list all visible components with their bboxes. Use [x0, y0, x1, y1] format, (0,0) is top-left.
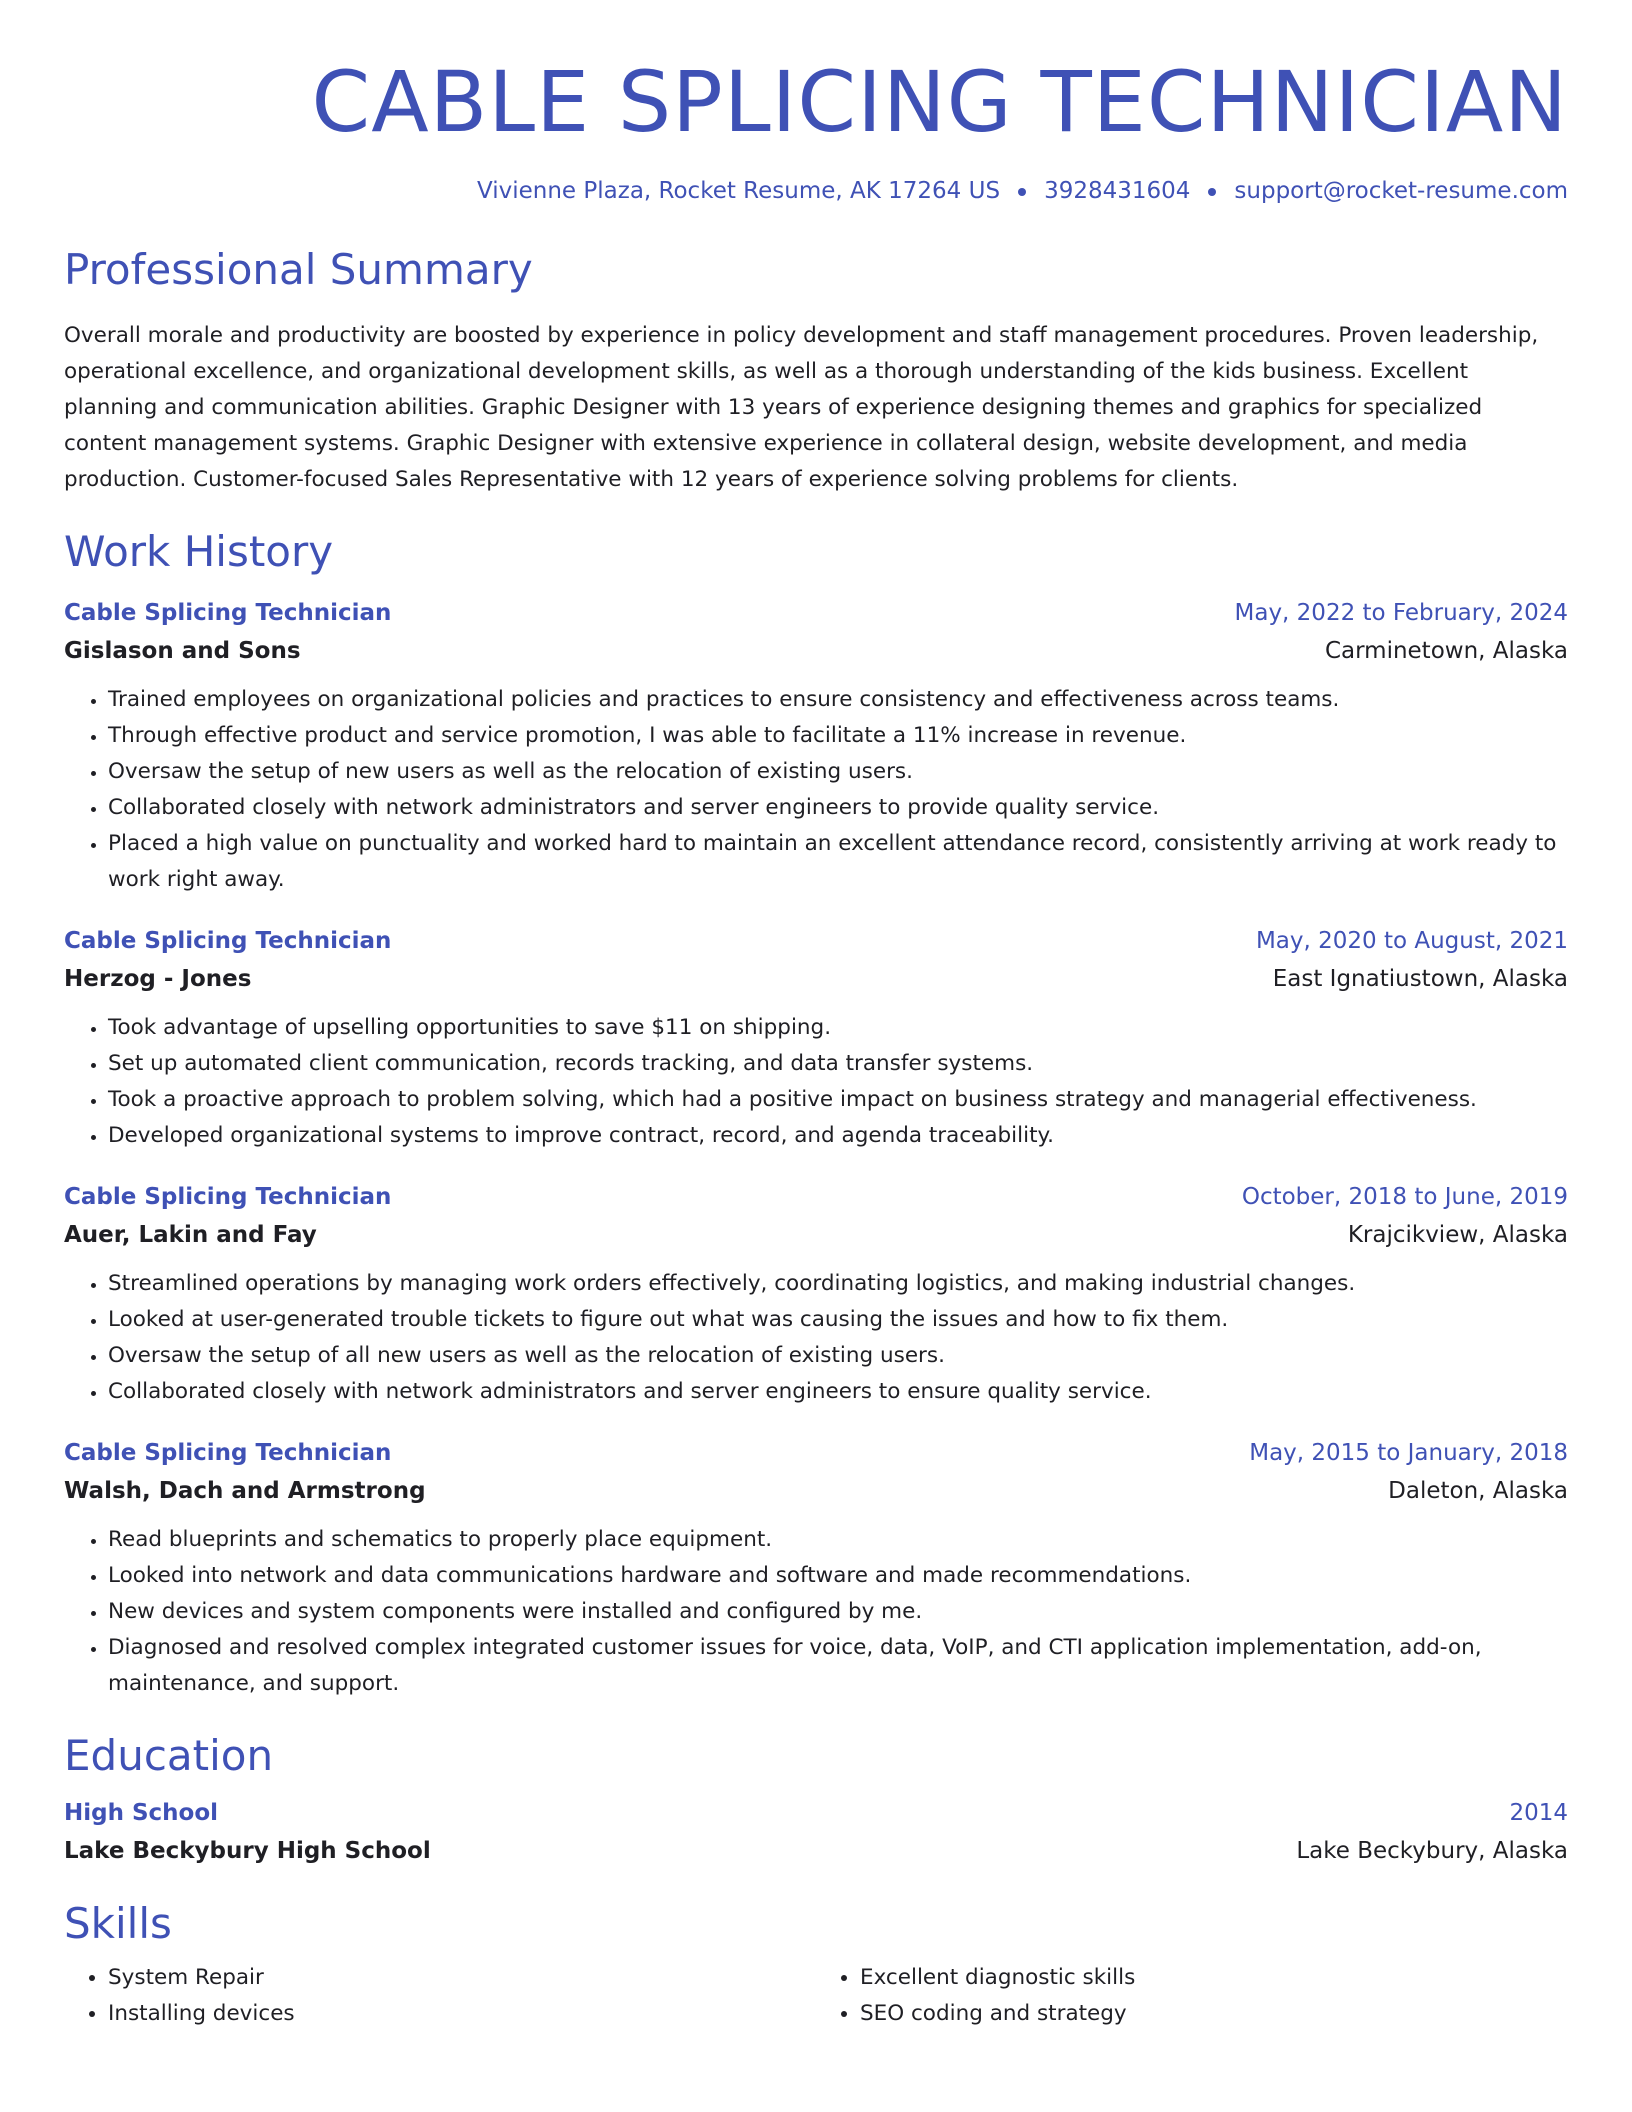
job-dates: May, 2020 to August, 2021	[1255, 928, 1568, 954]
list-item: • Read blueprints and schematics to properly place equipment.	[108, 1522, 1568, 1558]
skills-column-right	[816, 1960, 1568, 2032]
list-item: • Developed organizational systems to improve contract, record, and agenda traceability.	[108, 1118, 1568, 1154]
list-item: • Collaborated closely with network administrators and server engineers to ensure quality service.	[108, 1374, 1568, 1410]
education-degree: High School	[64, 1800, 219, 1826]
job-company: Walsh, Dach and Armstrong	[64, 1478, 426, 1504]
skills-column-left	[64, 1960, 816, 2032]
job-entry	[64, 1434, 1568, 1702]
list-item: • Through effective product and service promotion, I was able to facilitate a 11% increase in revenue.	[108, 718, 1568, 754]
job-title: Cable Splicing Technician	[64, 928, 392, 954]
skill-item: • System Repair	[108, 1960, 816, 1996]
job-title: Cable Splicing Technician	[64, 600, 392, 626]
job-company: Auer, Lakin and Fay	[64, 1222, 317, 1248]
education-heading: Education	[64, 1731, 274, 1780]
skill-item: • Excellent diagnostic skills	[860, 1960, 1568, 1996]
education-location: Lake Beckybury, Alaska	[1296, 1838, 1568, 1864]
list-item: • Set up automated client communication, records tracking, and data transfer systems.	[108, 1046, 1568, 1082]
bullet-separator-icon	[1208, 188, 1216, 196]
job-dates: October, 2018 to June, 2019	[1241, 1184, 1568, 1210]
job-location: Carminetown, Alaska	[1324, 638, 1568, 664]
bullet-separator-icon	[1018, 188, 1026, 196]
job-location: Daleton, Alaska	[1388, 1478, 1568, 1504]
skill-item: • SEO coding and strategy	[860, 1996, 1568, 2032]
contact-phone: 3928431604	[1044, 178, 1191, 204]
job-dates: May, 2015 to January, 2018	[1249, 1440, 1568, 1466]
contact-address: Vivienne Plaza, Rocket Resume, AK 17264 US	[477, 178, 1001, 204]
job-bullets	[64, 682, 1568, 898]
job-company: Gislason and Sons	[64, 638, 301, 664]
job-title: Cable Splicing Technician	[64, 1440, 392, 1466]
job-entry	[64, 594, 1568, 898]
resume-header	[64, 0, 1568, 208]
summary-text: Overall morale and productivity are boosted by experience in policy development and staff management procedures. Proven leadership, operational excellence, and organizational development skills, as well as a thorough understanding of the kids business. Excellent planning and communication abilities. Graphic Designer with 13 years of experience designing themes and graphics for specialized content management systems. Graphic Designer with extensive experience in collateral design, website development, and media production. Customer-focused Sales Representative with 12 years of experience solving problems for clients.	[64, 323, 1539, 492]
skills-list	[64, 1960, 1568, 2032]
list-item: • Looked at user-generated trouble tickets to figure out what was causing the issues and how to fix them.	[108, 1302, 1568, 1338]
list-item: • Collaborated closely with network administrators and server engineers to provide quality service.	[108, 790, 1568, 826]
list-item: • Oversaw the setup of new users as well as the relocation of existing users.	[108, 754, 1568, 790]
job-location: East Ignatiustown, Alaska	[1272, 966, 1568, 992]
list-item: • Took a proactive approach to problem solving, which had a positive impact on business strategy and managerial effectiveness.	[108, 1082, 1568, 1118]
resume-title: CABLE SPLICING TECHNICIAN	[311, 53, 1568, 151]
skills-heading: Skills	[64, 1899, 172, 1948]
list-item: • Looked into network and data communications hardware and software and made recommendations.	[108, 1558, 1568, 1594]
education-school: Lake Beckybury High School	[64, 1838, 431, 1864]
list-item: • Oversaw the setup of all new users as well as the relocation of existing users.	[108, 1338, 1568, 1374]
job-bullets	[64, 1266, 1568, 1410]
education-year: 2014	[1509, 1800, 1568, 1826]
contact-email: support@rocket-resume.com	[1234, 178, 1568, 204]
job-bullets	[64, 1522, 1568, 1702]
list-item: • Diagnosed and resolved complex integrated customer issues for voice, data, VoIP, and CTI application implementation, add-on, maintenance, and support.	[108, 1630, 1568, 1702]
contact-line	[64, 174, 1568, 208]
list-item: • Streamlined operations by managing work orders effectively, coordinating logistics, and making industrial changes.	[108, 1266, 1568, 1302]
job-location: Krajcikview, Alaska	[1347, 1222, 1568, 1248]
education-entry	[64, 1794, 1568, 1870]
job-entry	[64, 1178, 1568, 1410]
summary-heading: Professional Summary	[64, 245, 533, 294]
job-bullets	[64, 1010, 1568, 1154]
list-item: • New devices and system components were installed and configured by me.	[108, 1594, 1568, 1630]
job-entry	[64, 922, 1568, 1154]
work-history-heading: Work History	[64, 527, 334, 576]
skill-item: • Installing devices	[108, 1996, 816, 2032]
job-dates: May, 2022 to February, 2024	[1234, 600, 1568, 626]
job-company: Herzog - Jones	[64, 966, 252, 992]
job-title: Cable Splicing Technician	[64, 1184, 392, 1210]
list-item: • Took advantage of upselling opportunities to save $11 on shipping.	[108, 1010, 1568, 1046]
list-item: • Placed a high value on punctuality and worked hard to maintain an excellent attendance record, consistently arriving at work ready to work right away.	[108, 826, 1568, 898]
list-item: • Trained employees on organizational policies and practices to ensure consistency and effectiveness across teams.	[108, 682, 1568, 718]
